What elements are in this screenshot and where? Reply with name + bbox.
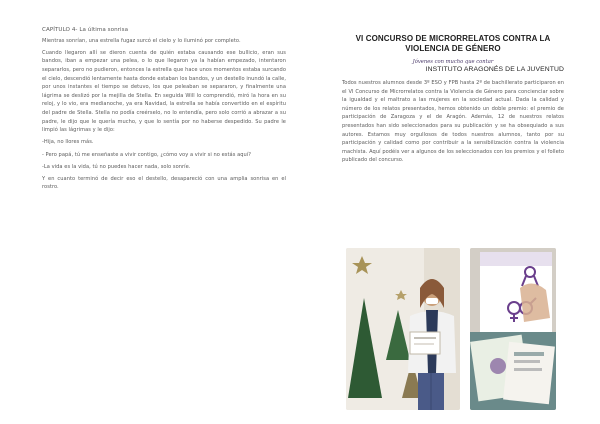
contest-subtitle: Jóvenes con mucho que contar <box>412 59 494 65</box>
contest-description: Todos nuestros alumnos desde 3º ESO y FPB hasta 2º de bachillerato participaron en el VI Concurso de Microrrelatos contra la Violencia de Género para concienciar sobre la igualdad y el maltrato a las mujeres en la sociedad actual. Dada la calidad y número de los relatos presentados, hemos obtenido un doble premio: el premio de participación de Zaragoza y el de Aragón. Además, 12 de nuestros relatos presentados han sido seleccionados para su publicación y se ha obsequiado a sus autores. Estamos muy orgullosos de todos nuestros alumnos, tanto por su participación y calidad como por contribuir a la sensibilización contra la violencia machista. Aquí podéis ver a algunos de los seleccionados con los premios y el folleto publicado del concurso. <box>342 80 564 164</box>
chapter-title: CAPÍTULO 4- La última sonrisa <box>42 27 129 33</box>
story-paragraph: Y en cuanto terminó de decir eso el destello, desapareció con una amplia sonrisa en el rostro. <box>42 175 286 191</box>
story-paragraph: Mientras sonrían, una estrella fugaz surcó el cielo y lo iluminó por completo. <box>42 37 241 44</box>
story-paragraph: -La vida es la vida, tú no puedes hacer nada, solo sonríe. <box>42 163 191 170</box>
award-photo-brochure <box>470 248 556 410</box>
contest-title: VI CONCURSO DE MICRORRELATOS CONTRA LA VIOLENCIA DE GÉNERO <box>355 34 551 53</box>
story-paragraph: Cuando llegaron allí se dieron cuenta de quién estaba causando ese bullicio, eran sus bandos, iban a empezar una pelea, o lo que llegaron ya la habían empezado, intentaron separarlos, pero no pudieron, entonces la estrella que hace unos momentos estaba surcando el cielo, descendió lentamente hasta donde estaban los bandos, y un destello inundó la calle, por unos instantes el tiempo se detuvo, los que peleaban se separaron, y finalmente una lágrima se deslizó por la mejilla de Stella. En seguida Will lo comprendió, miró la hora en su reloj, y lo vio, era medianoche, ya era Navidad, la estrella se había convertido en el espíritu del padre de Stella. Stella no podía creérselo, no lo entendía, pero solo corrió a abrazar a su padre, le dijo que le quería mucho, y que lo sentía por no haberse despedido. Su padre le limpió las lágrimas y le dijo: <box>42 49 286 134</box>
organizer-name: INSTITUTO ARAGONÉS DE LA JUVENTUD <box>425 66 564 73</box>
diploma-shape <box>410 332 440 354</box>
brochure-photo-illustration <box>470 248 556 410</box>
story-text <box>42 37 286 192</box>
story-paragraph: - Pero papá, tú me enseñaste a vivir contigo, ¿cómo voy a vivir si no estás aquí? <box>42 151 252 158</box>
award-photo-student <box>346 248 460 410</box>
award-photo-illustration <box>346 248 460 410</box>
story-paragraph: -Hija, no llores más. <box>42 139 94 146</box>
